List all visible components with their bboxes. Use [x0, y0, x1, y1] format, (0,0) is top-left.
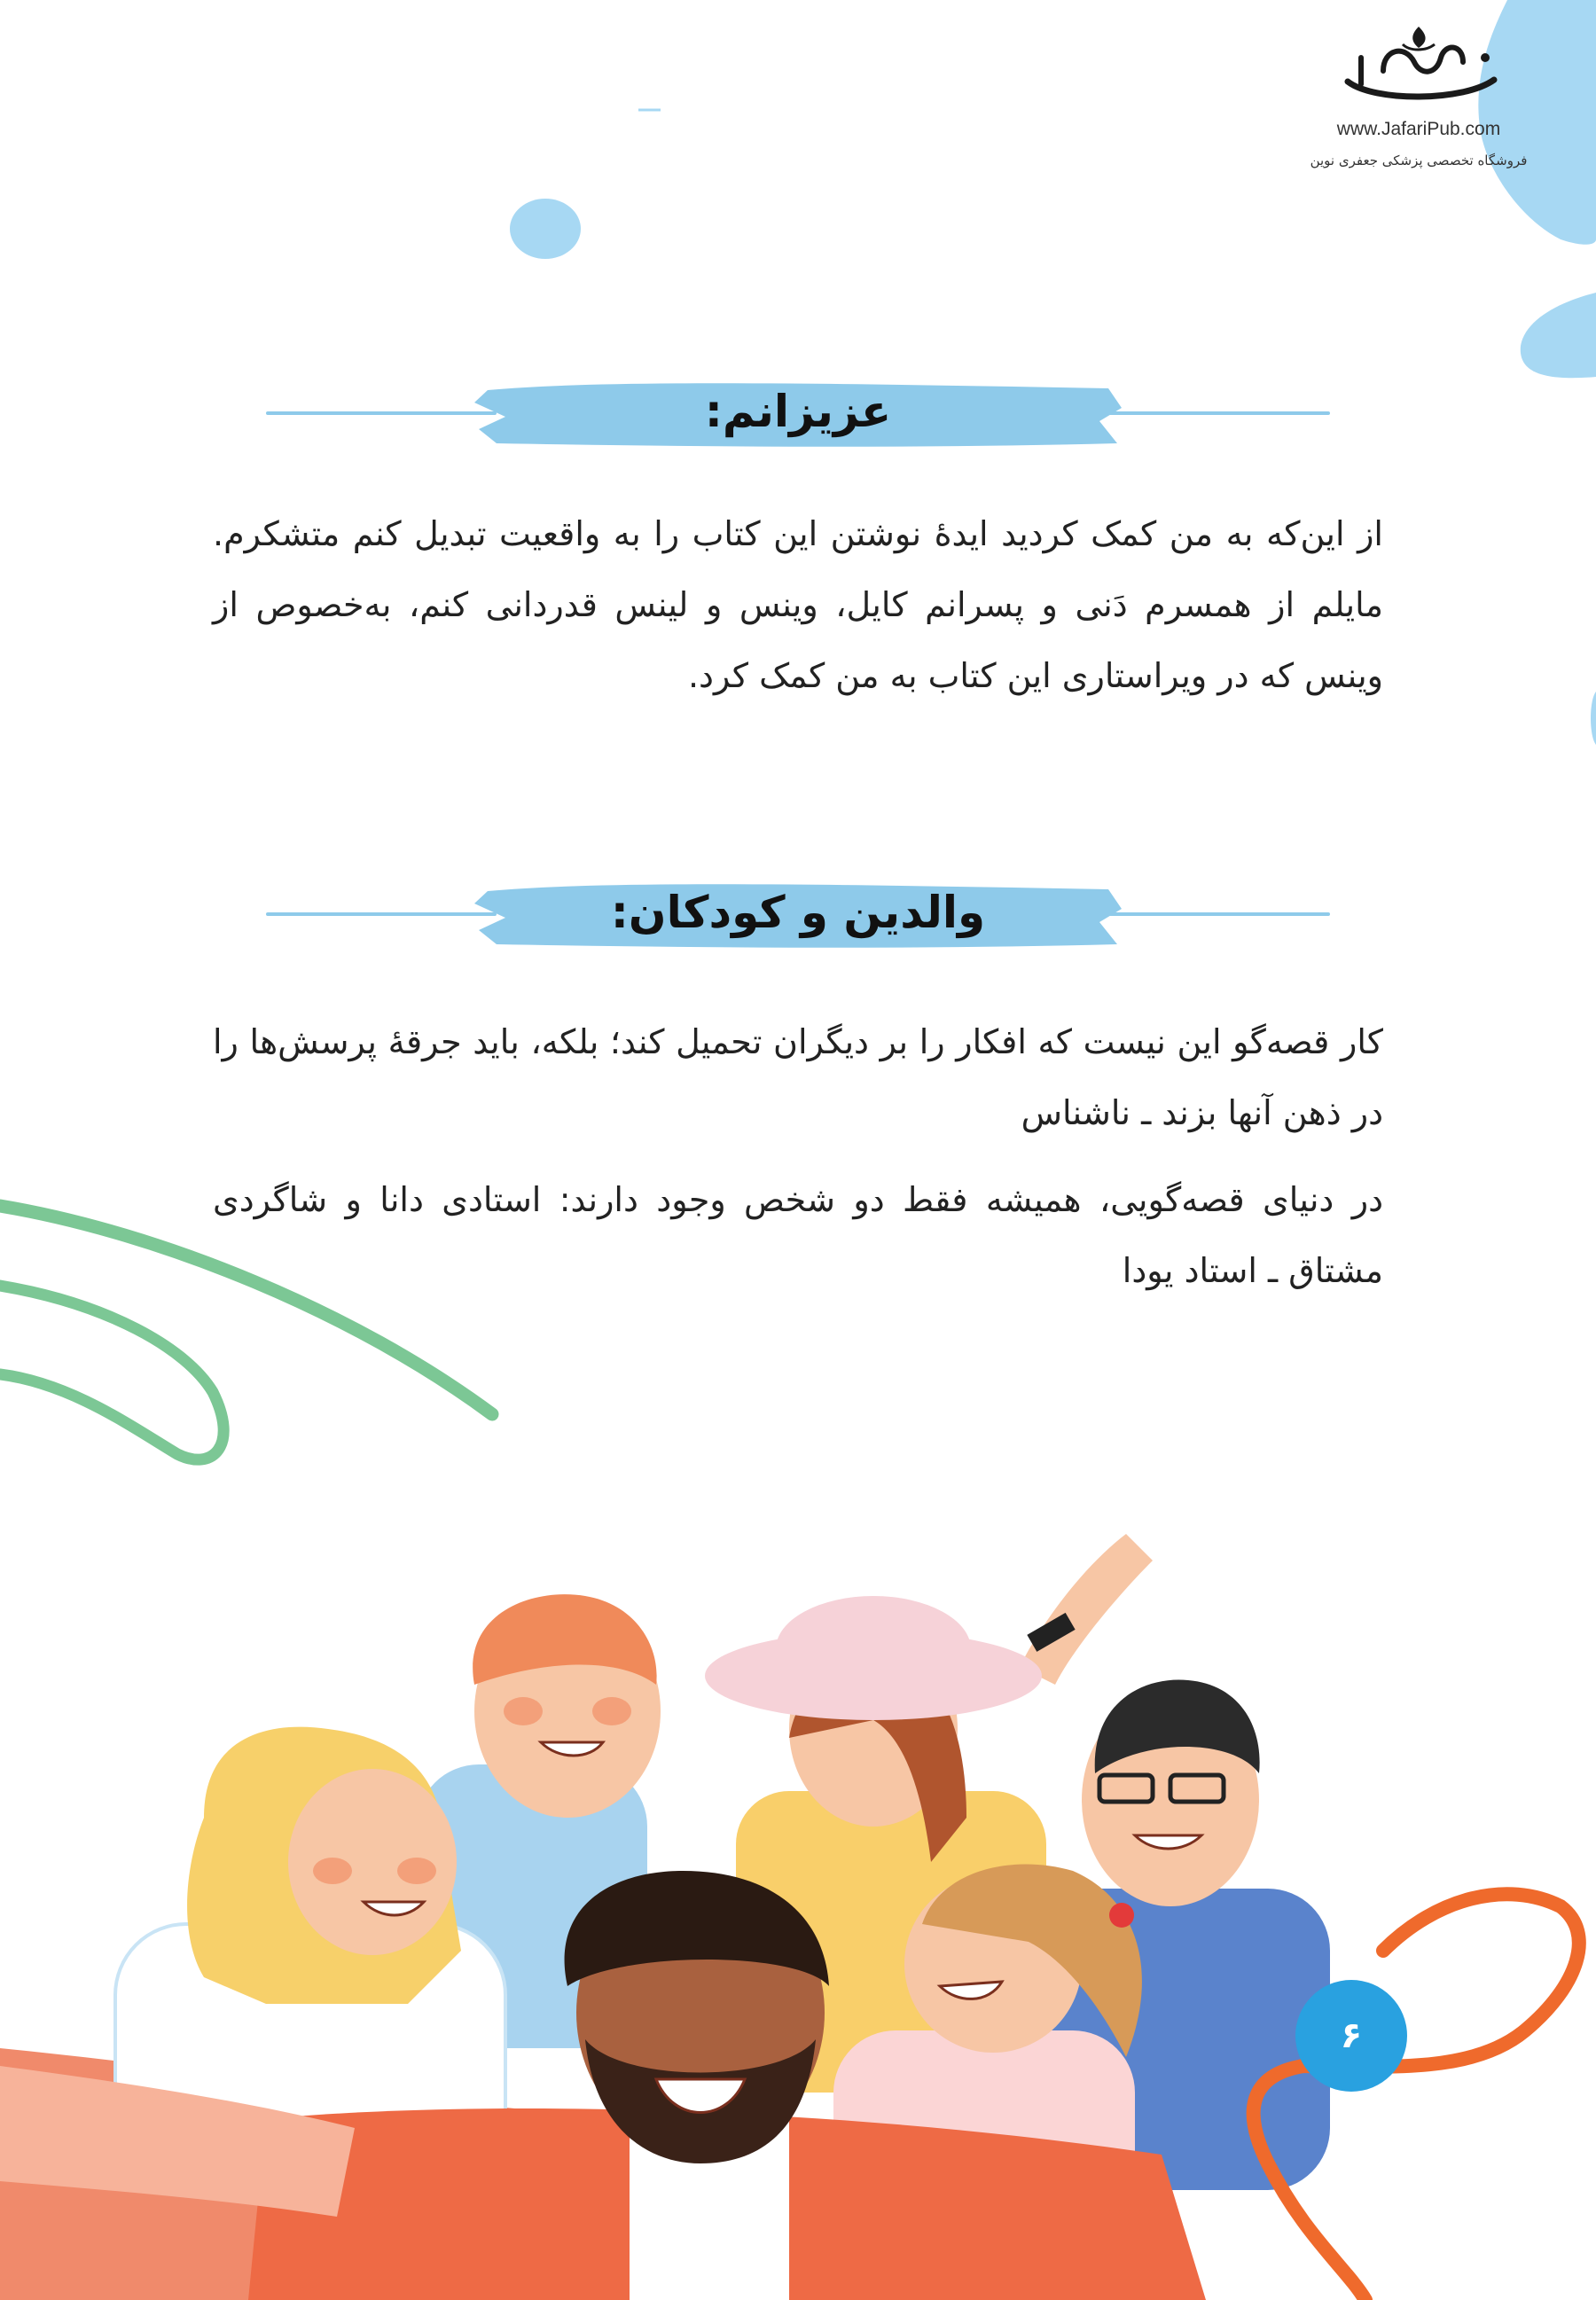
heading-rule-left: [266, 411, 497, 415]
section-heading-text: والدین و کودکان:: [610, 887, 986, 938]
quote-paragraph-yoda: در دنیای قصه‌گویی، همیشه فقط دو شخص وجود دارند: استادی دانا و شاگردی مشتاق ـ استاد یودا: [213, 1180, 1383, 1290]
calligraphy-logo-icon: [1330, 18, 1507, 115]
logo-url: www.JafariPub.com: [1336, 119, 1501, 139]
section-heading-dears: [266, 372, 1330, 452]
logo-caption: فروشگاه تخصصی پزشکی جعفری نوین: [1310, 153, 1528, 168]
page-number-badge: ۶: [1295, 1980, 1407, 2092]
section-heading-text: عزیزانم:: [704, 386, 892, 437]
blue-splash-right-edge: [1591, 692, 1596, 745]
quote-paragraph-anonymous: کار قصه‌گو این نیست که افکار را بر دیگران تحمیل کند؛ بلکه، باید جرقۀ پرسش‌ها را در ذهن آنها بزند ـ ناشناس: [213, 1022, 1383, 1132]
heading-rule-right: [1099, 411, 1330, 415]
acknowledgement-paragraph: از این‌که به من کمک کردید ایدۀ نوشتن این کتاب را به واقعیت تبدیل کنم متشکرم. مایلم از همسرم دَنی و پسرانم کایل، وینس و لینس قدردانی کنم، به‌خصوص از وینس که در ویراستاری این کتاب به من کمک کرد.: [213, 514, 1383, 695]
section-heading-parents-children: [266, 873, 1330, 953]
blue-dot: [510, 199, 581, 259]
heading-rule-right: [1099, 912, 1330, 916]
blue-splash-right: [1521, 293, 1596, 378]
green-stroke-loop: [0, 1286, 223, 1459]
publisher-logo: [1286, 18, 1552, 168]
group-selfie-illustration: [0, 1507, 1596, 2300]
heading-rule-left: [266, 912, 497, 916]
